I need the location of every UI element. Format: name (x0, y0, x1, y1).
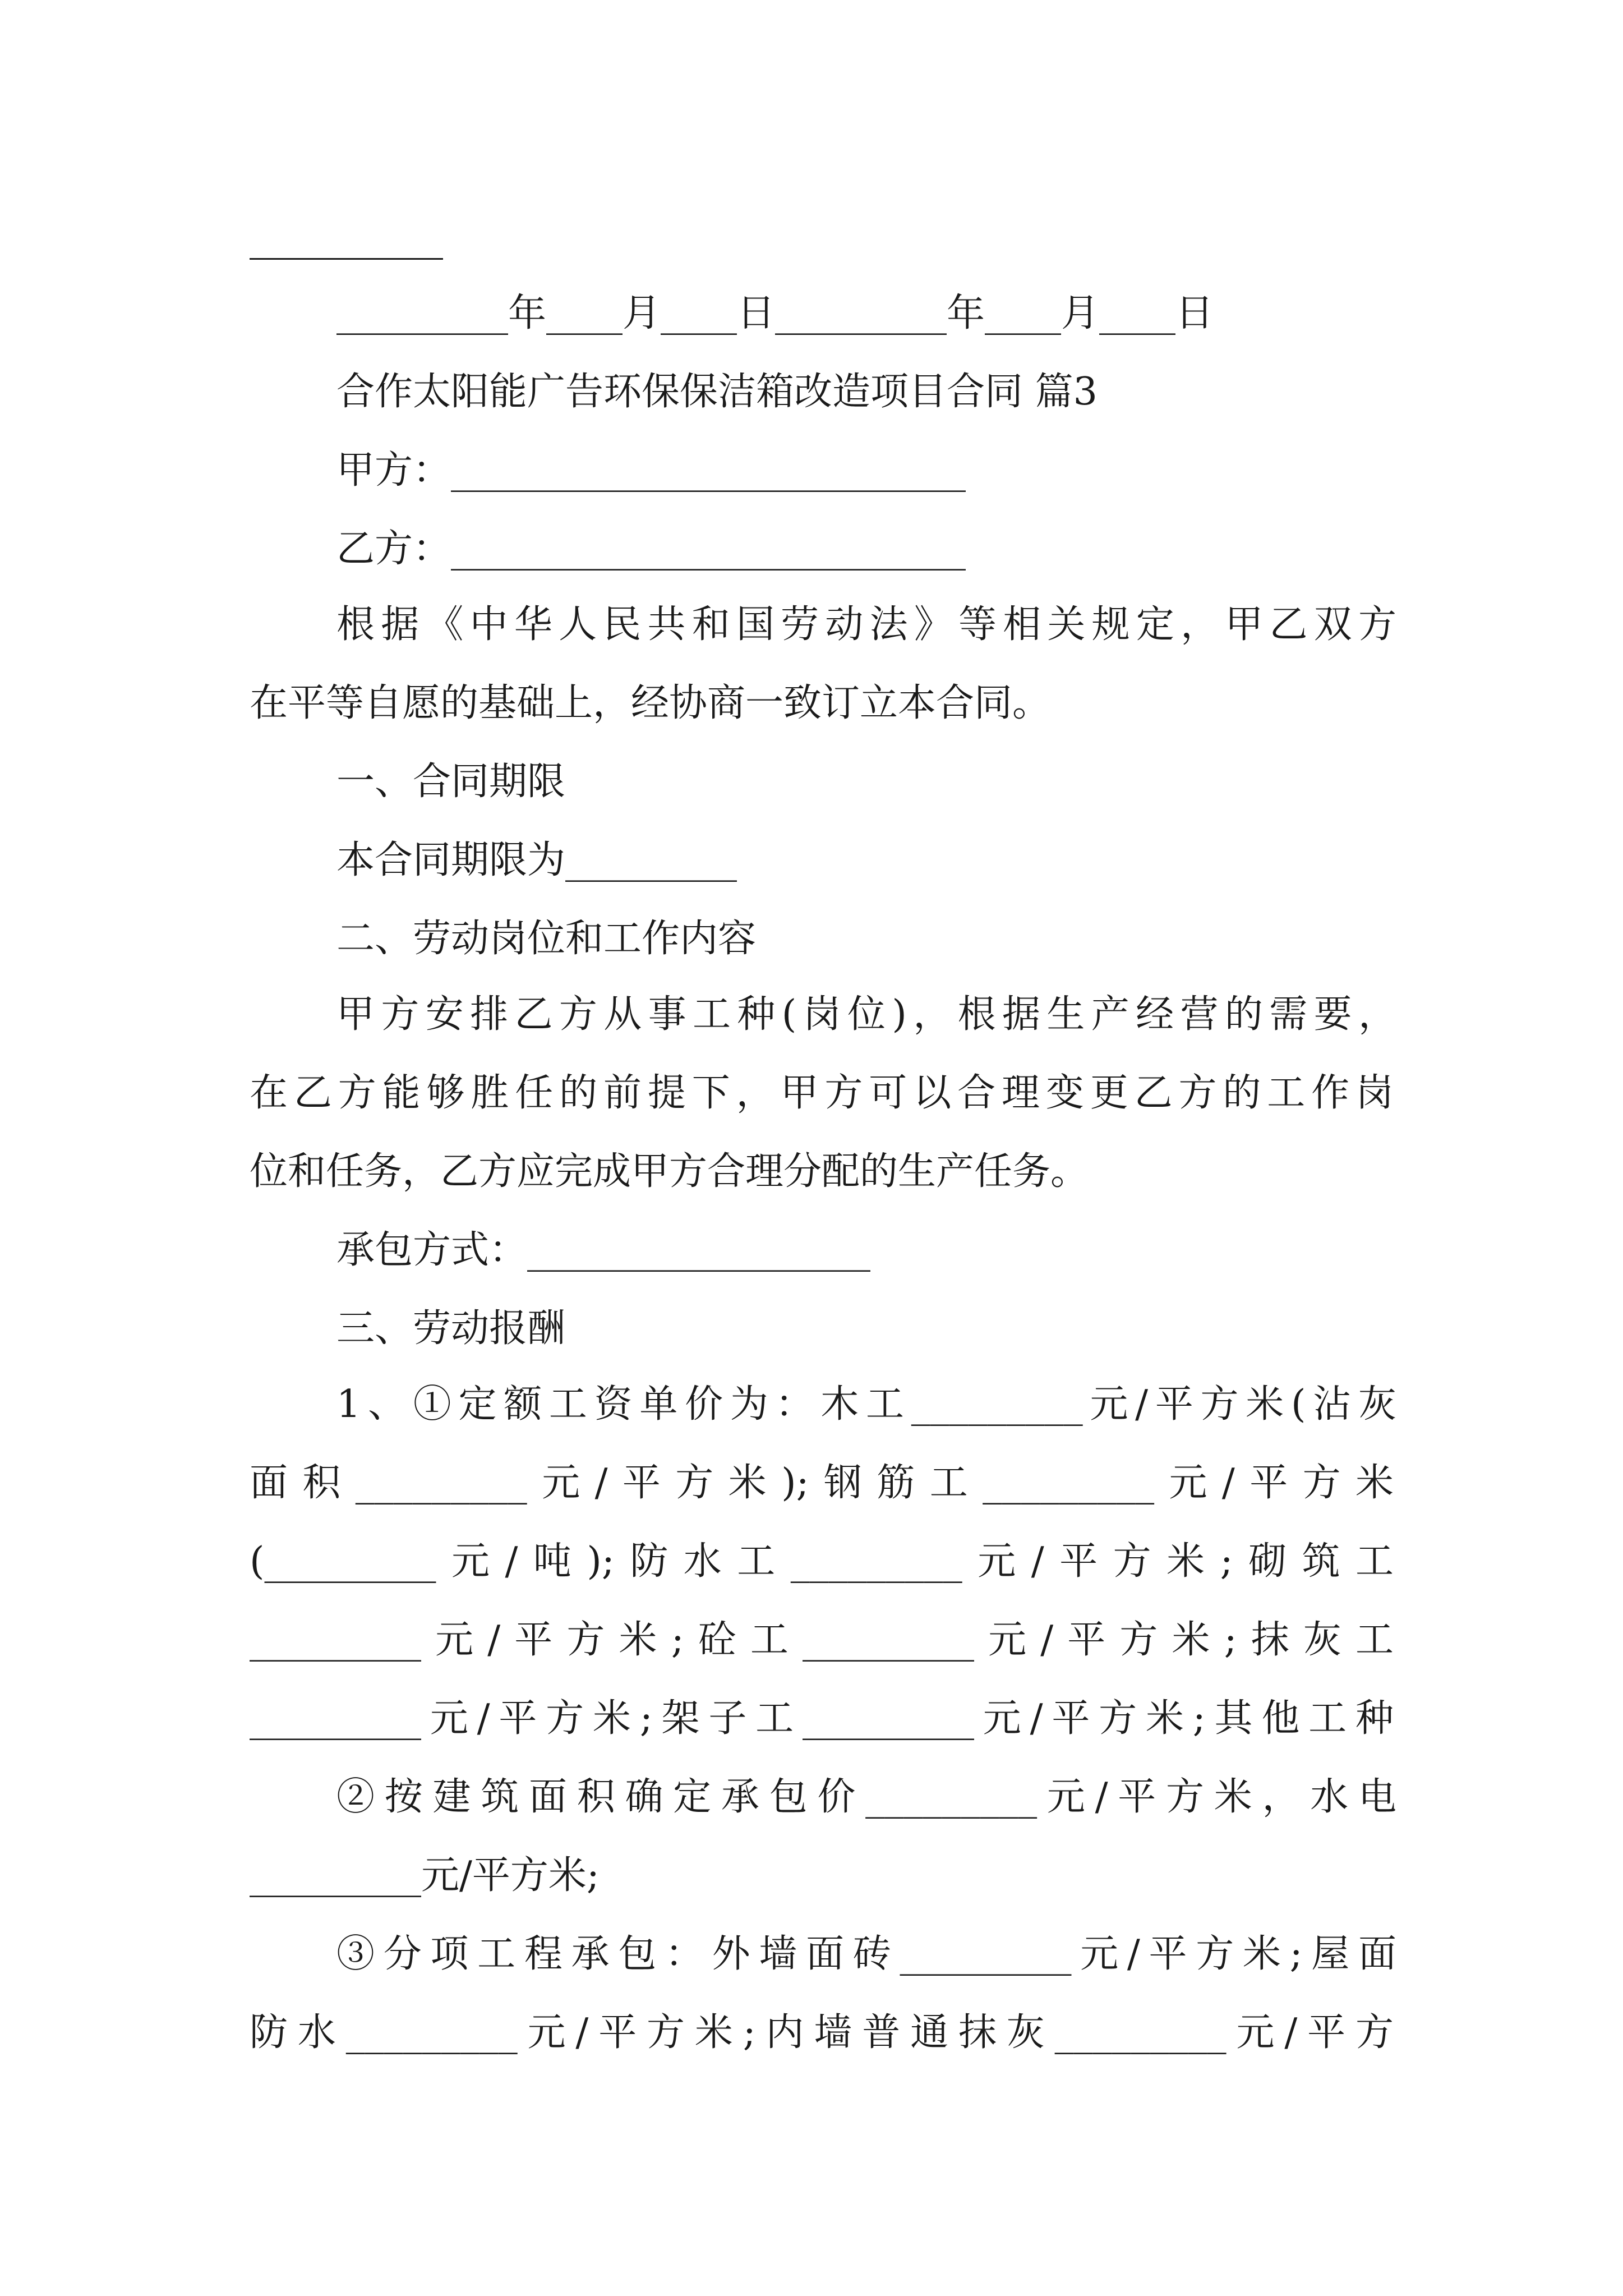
intro-paragraph-line: 根据《中华人民共和国劳动法》等相关规定，甲乙双方 (336, 602, 1396, 647)
heading-job-position: 二、劳动岗位和工作内容 (336, 917, 757, 961)
party-a-line: 甲方：___________________________ (336, 448, 966, 493)
section-title: 合作太阳能广告环保保洁箱改造项目合同 篇3 (336, 370, 1098, 414)
pay-item-line: 1、①定额工资单价为：木工_________元/平方米(沾灰 (336, 1382, 1396, 1427)
pay-item-line: 面积_________元/平方米);钢筋工_________元/平方米 (250, 1461, 1394, 1505)
top-underline (250, 258, 443, 260)
pay-item-line: ③分项工程承包：外墙面砖_________元/平方米;屋面 (336, 1932, 1396, 1976)
pay-item-line: _________元/平方米;砼工_________元/平方米;抹灰工 (250, 1618, 1394, 1662)
heading-contract-term: 一、合同期限 (336, 760, 566, 804)
pay-item-line: (_________元/吨);防水工_________元/平方米;砌筑工 (250, 1539, 1394, 1584)
job-paragraph-line: 甲方安排乙方从事工种(岗位)，根据生产经营的需要， (336, 992, 1396, 1037)
pay-item-line: _________元/平方米;架子工_________元/平方米;其他工种 (250, 1696, 1394, 1741)
heading-labor-pay: 三、劳动报酬 (336, 1306, 566, 1351)
intro-paragraph-line: 在平等自愿的基础上，经协商一致订立本合同。 (250, 681, 1051, 725)
pay-item-line: ②按建筑面积确定承包价_________元/平方米，水电 (336, 1775, 1396, 1819)
party-b-line: 乙方：___________________________ (336, 527, 966, 571)
pay-item-line: 防水_________元/平方米;内墙普通抹灰_________元/平方 (250, 2010, 1394, 2055)
pay-item-line: _________元/平方米; (250, 1853, 600, 1898)
date-line: _________年____月____日_________年____月____日 (336, 291, 1214, 335)
job-paragraph-line: 位和任务，乙方应完成甲方合理分配的生产任务。 (250, 1149, 1089, 1194)
contract-term-line: 本合同期限为_________ (336, 838, 737, 882)
contract-mode-line: 承包方式：__________________ (336, 1228, 871, 1272)
job-paragraph-line: 在乙方能够胜任的前提下，甲方可以合理变更乙方的工作岗 (250, 1071, 1394, 1115)
